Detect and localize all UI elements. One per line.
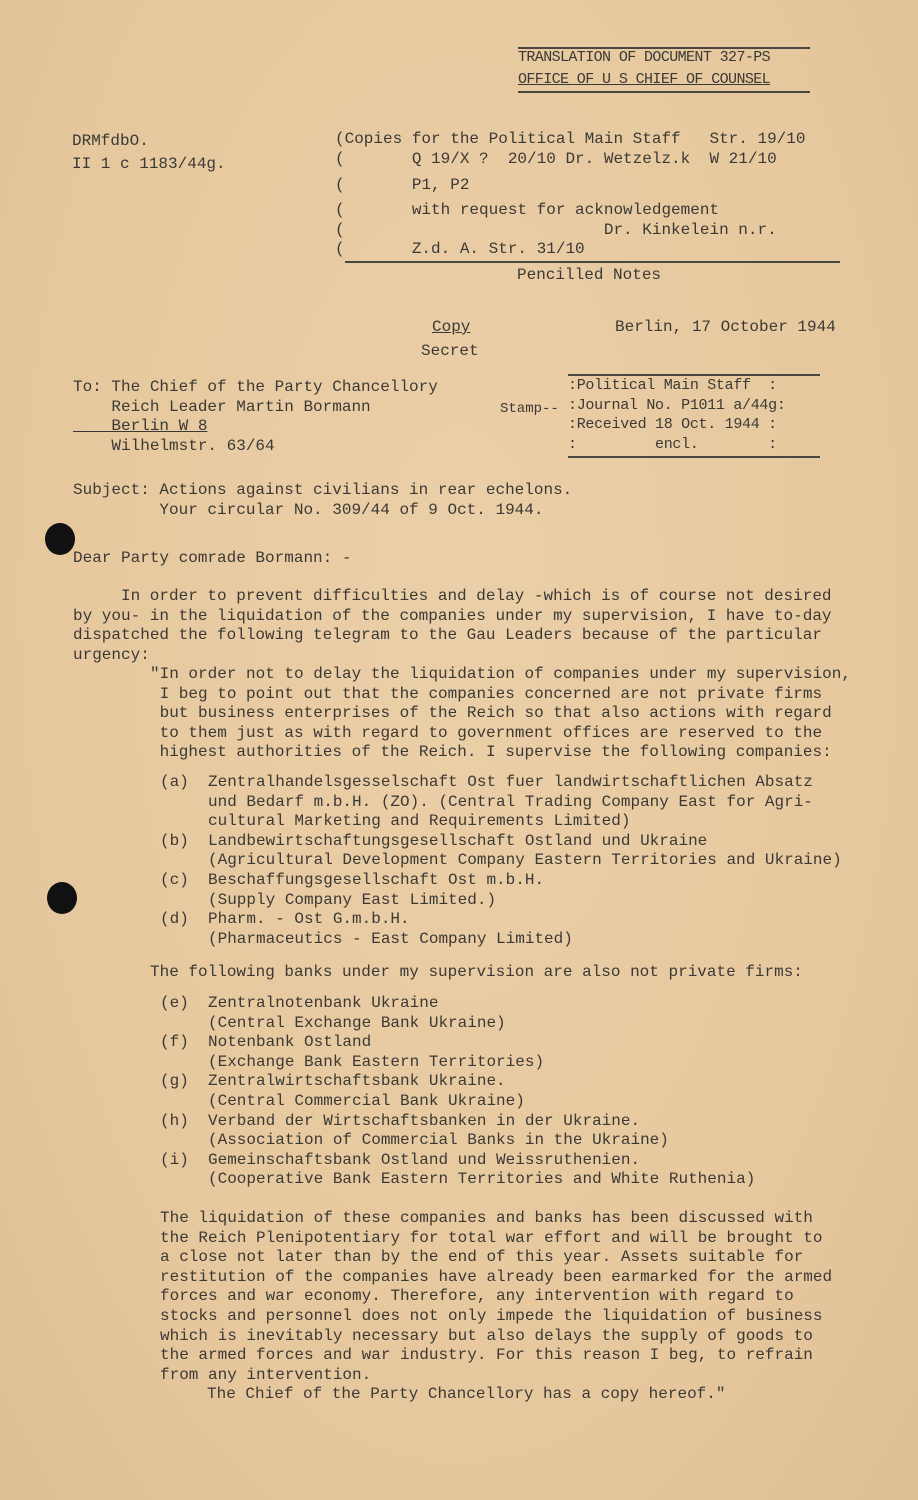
item-line: Landbewirtschaftungsgesellschaft Ostland und Ukraine bbox=[208, 831, 708, 850]
stamp-line: :Political Main Staff : bbox=[568, 377, 777, 394]
closing-line: the armed forces and war industry. For this reason I beg, to refrain bbox=[160, 1346, 813, 1365]
item-key: (h) bbox=[160, 1111, 189, 1130]
header-line-2: OFFICE OF U S CHIEF OF COUNSEL bbox=[518, 71, 771, 88]
stamp-line: :Received 18 Oct. 1944 : bbox=[568, 416, 777, 434]
closing-line: restitution of the companies have already been earmarked for the armed bbox=[160, 1267, 833, 1286]
salutation: Dear Party comrade Bormann: - bbox=[73, 549, 352, 567]
copies-rule bbox=[345, 261, 840, 263]
final-line: The Chief of the Party Chancellory has a copy hereof." bbox=[207, 1385, 726, 1404]
item-key: (f) bbox=[160, 1033, 189, 1052]
recipient-block bbox=[73, 378, 438, 456]
reference-line: DRMfdbO. bbox=[72, 132, 149, 150]
secret-label: Secret bbox=[421, 342, 479, 360]
copies-line: ( Z.d. A. Str. 31/10 bbox=[335, 240, 585, 258]
item-line: (Exchange Bank Eastern Territories) bbox=[208, 1052, 545, 1071]
item-line: Gemeinschaftsbank Ostland und Weissruthenien. bbox=[208, 1150, 641, 1169]
item-line: Zentralnotenbank Ukraine bbox=[208, 994, 439, 1012]
bank-item bbox=[160, 994, 755, 1033]
subject-block bbox=[73, 481, 572, 520]
bank-item bbox=[160, 1151, 755, 1190]
intro-line: dispatched the following telegram to the Gau Leaders because of the particular bbox=[73, 626, 822, 645]
item-line: Zentralwirtschaftsbank Ukraine. bbox=[208, 1072, 506, 1091]
closing-line: a close not later than by the end of this year. Assets suitable for bbox=[160, 1248, 804, 1267]
recipient-line: To: The Chief of the Party Chancellory bbox=[73, 378, 438, 396]
stamp-line: :Journal No. P1011 a/44g: bbox=[568, 396, 786, 414]
companies-list bbox=[160, 773, 842, 949]
reference-line: II 1 c 1183/44g. bbox=[72, 155, 226, 173]
banks-list bbox=[160, 994, 755, 1190]
telegram-quote bbox=[150, 665, 851, 763]
item-key: (e) bbox=[160, 994, 189, 1012]
copies-line: (Copies for the Political Main Staff Str. 19/10 bbox=[335, 130, 806, 148]
item-line: (Cooperative Bank Eastern Territories and White Ruthenia) bbox=[208, 1170, 756, 1189]
recipient-line: Wilhelmstr. 63/64 bbox=[73, 436, 275, 455]
stamp-box bbox=[568, 376, 786, 454]
stamp-line: : encl. : bbox=[568, 435, 777, 453]
item-line: und Bedarf m.b.H. (ZO). (Central Trading Company East for Agri- bbox=[208, 792, 813, 811]
copy-label: Copy bbox=[432, 318, 471, 336]
copies-block bbox=[335, 130, 805, 260]
closing-line: forces and war economy. Therefore, any intervention with regard to bbox=[160, 1287, 794, 1306]
item-key: (b) bbox=[160, 831, 189, 850]
punch-hole bbox=[45, 523, 75, 555]
stamp-label: Stamp-- bbox=[500, 401, 559, 417]
copies-line: ( P1, P2 bbox=[335, 176, 470, 194]
header-line-1: TRANSLATION OF DOCUMENT 327-PS bbox=[518, 49, 771, 66]
company-item bbox=[160, 910, 842, 949]
company-item bbox=[160, 773, 842, 832]
item-line: Beschaffungsgesellschaft Ost m.b.H. bbox=[208, 870, 545, 889]
bank-item bbox=[160, 1112, 755, 1151]
bank-item bbox=[160, 1033, 755, 1072]
item-line: (Agricultural Development Company Eastern Territories and Ukraine) bbox=[208, 851, 842, 870]
intro-paragraph bbox=[73, 587, 832, 665]
subject-line: Your circular No. 309/44 of 9 Oct. 1944. bbox=[73, 500, 544, 519]
company-item bbox=[160, 832, 842, 871]
copies-line: ( Q 19/X ? 20/10 Dr. Wetzelz.k W 21/10 bbox=[335, 150, 777, 168]
recipient-line: Berlin W 8 bbox=[73, 417, 208, 436]
intro-line: urgency: bbox=[73, 645, 150, 664]
closing-line: the Reich Plenipotentiary for total war effort and will be brought to bbox=[160, 1228, 823, 1247]
item-line: (Supply Company East Limited.) bbox=[208, 890, 497, 909]
item-line: Pharm. - Ost G.m.b.H. bbox=[208, 910, 410, 929]
letter-date: Berlin, 17 October 1944 bbox=[615, 318, 836, 336]
quote-line: but business enterprises of the Reich so that also actions with regard bbox=[150, 704, 832, 723]
item-line: (Association of Commercial Banks in the Ukraine) bbox=[208, 1131, 669, 1150]
pencilled-notes: Pencilled Notes bbox=[517, 266, 662, 284]
item-line: Verband der Wirtschaftsbanken in der Ukraine. bbox=[208, 1111, 641, 1130]
intro-line: In order to prevent difficulties and delay -which is of course not desired bbox=[121, 587, 832, 605]
quote-line: "In order not to delay the liquidation of companies under my supervision, bbox=[150, 665, 851, 683]
item-line: Notenbank Ostland bbox=[208, 1033, 372, 1052]
reference-block bbox=[72, 132, 226, 178]
quote-line: I beg to point out that the companies concerned are not private firms bbox=[150, 684, 823, 703]
item-key: (c) bbox=[160, 870, 189, 889]
item-key: (g) bbox=[160, 1072, 189, 1091]
intro-line: by you- in the liquidation of the companies under my supervision, I have to-day bbox=[73, 606, 832, 625]
item-line: cultural Marketing and Requirements Limited) bbox=[208, 812, 631, 831]
subject-line: Subject: Actions against civilians in rear echelons. bbox=[73, 481, 573, 499]
item-line: Zentralhandelsgesselschaft Ost fuer landwirtschaftlichen Absatz bbox=[208, 773, 813, 791]
company-item bbox=[160, 871, 842, 910]
item-key: (i) bbox=[160, 1150, 189, 1169]
closing-line: stocks and personnel does not only impede the liquidation of business bbox=[160, 1306, 823, 1325]
item-line: (Central Commercial Bank Ukraine) bbox=[208, 1091, 525, 1110]
closing-line: The liquidation of these companies and banks has been discussed with bbox=[160, 1209, 813, 1227]
quote-line: to them just as with regard to government offices are reserved to the bbox=[150, 723, 823, 742]
closing-line: from any intervention. bbox=[160, 1365, 372, 1384]
item-line: (Pharmaceutics - East Company Limited) bbox=[208, 929, 573, 948]
closing-line: which is inevitably necessary but also delays the supply of goods to bbox=[160, 1326, 813, 1345]
recipient-line: Reich Leader Martin Bormann bbox=[73, 397, 371, 416]
banks-intro: The following banks under my supervision are also not private firms: bbox=[150, 963, 803, 981]
copies-line: ( with request for acknowledgement bbox=[335, 201, 720, 219]
stamp-bottom-rule bbox=[568, 456, 820, 458]
copies-line: ( Dr. Kinkelein n.r. bbox=[335, 221, 777, 239]
bank-item bbox=[160, 1072, 755, 1111]
header-bottom-rule bbox=[518, 91, 810, 93]
item-line: (Central Exchange Bank Ukraine) bbox=[208, 1013, 506, 1032]
quote-line: highest authorities of the Reich. I supervise the following companies: bbox=[150, 743, 832, 762]
item-key: (d) bbox=[160, 910, 189, 929]
punch-hole bbox=[47, 882, 77, 914]
item-key: (a) bbox=[160, 773, 189, 791]
closing-paragraph bbox=[160, 1209, 832, 1405]
